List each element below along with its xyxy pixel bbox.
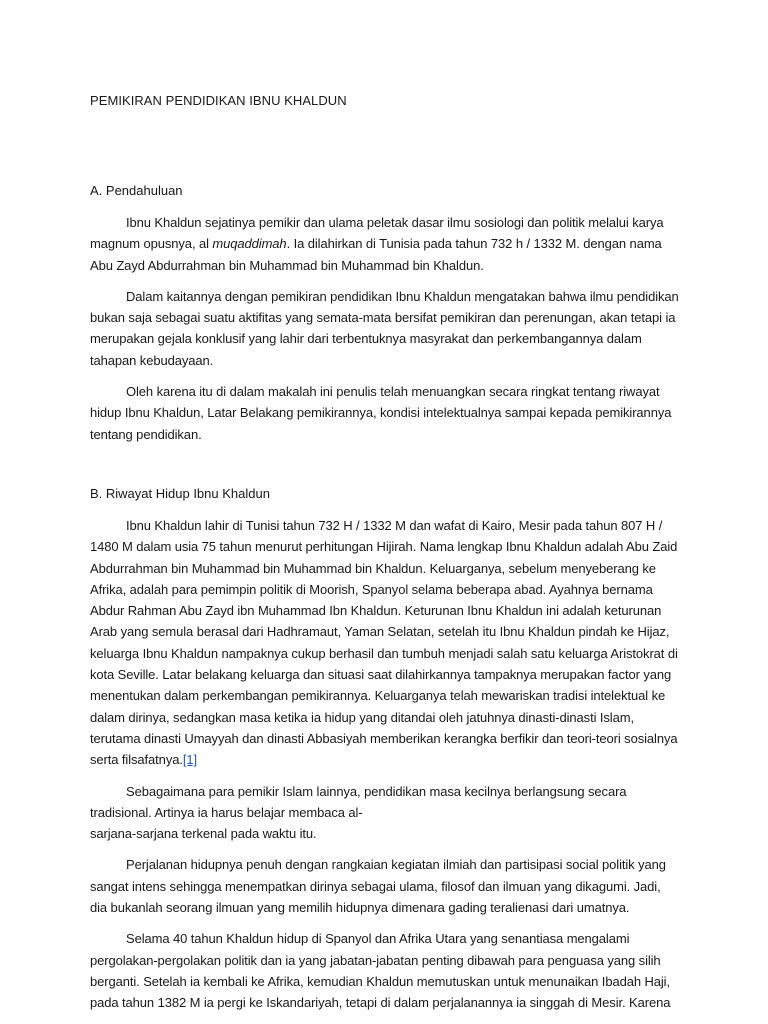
italic-term: muqaddimah [212,236,287,252]
paragraph: Perjalanan hidupnya penuh dengan rangkaian kegiatan ilmiah dan partisipasi social politik yang sangat intens sehingga menempatkan dirinya sebagai ulama, filosof dan ilmuan yang dikagumi. Jadi, dia bukanlah seorang ilmuan yang memilih hidupnya dimenara gading teralienasi dari umatnya. [90,857,666,916]
paragraph [90,212,680,276]
paragraph-text: . Ia dilahirkan di Tunisia pada tahun 732 h / 1332 M. dengan nama Abu Zayd Abdurrahman bin Muhammad bin Muhammad bin Khaldun. [90,236,662,273]
paragraph: Oleh karena itu di dalam makalah ini penulis telah menuangkan secara ringkat tentang riwayat hidup Ibnu Khaldun, Latar Belakang pemikirannya, kondisi intelektualnya sampai kepada pemikirannya tentang pendidikan. [90,384,672,442]
paragraph: Selama 40 tahun Khaldun hidup di Spanyol dan Afrika Utara yang senantiasa mengalami pergolakan-pergolakan politik dan ia yang jabatan-jabatan penting dibawah para penguasa yang silih berganti. Setelah ia kembali ke Afrika, kemudian Khaldun memutuskan untuk menunaikan Ibadah Haji, pada tahun 1382 M ia pergi ke Iskandariyah, tetapi di dalam perjalanannya ia singgah di Mesir. Karena [90,931,671,1011]
paragraph-text: Sebagaimana para pemikir Islam lainnya, pendidikan masa kecilnya berlangsung secara tradisional. Artinya ia harus belajar membaca al- [90,783,627,820]
footnote-link[interactable]: [1] [182,752,198,768]
paragraph-text-continued: sarjana-sarjana terkenal pada waktu itu. [90,826,317,842]
document-title: PEMIKIRAN PENDIDIKAN IBNU KHALDUN [90,93,347,108]
section-spacer [90,455,680,485]
paragraph-text: Ibnu Khaldun sejatinya pemikir dan ulama peletak dasar ilmu sosiologi dan politik melalui karya magnum opusnya, al [90,215,664,252]
paragraph [90,515,680,771]
paragraph [90,781,680,845]
paragraph: Dalam kaitannya dengan pemikiran pendidikan Ibnu Khaldun mengatakan bahwa ilmu pendidikan bukan saja sebagai suatu aktifitas yang semata-mata bersifat pemikiran dan perenungan, akan tetapi ia merupakan gejala konklusif yang lahir dari terbentuknya masyrakat dan perkembangannya dalam tahapan kebudayaan. [90,288,679,368]
section-heading-pendahuluan: A. Pendahuluan [90,183,183,198]
section-heading-riwayat-hidup: B. Riwayat Hidup Ibnu Khaldun [90,485,270,501]
paragraph-text: Ibnu Khaldun lahir di Tunisi tahun 732 H / 1332 M dan wafat di Kairo, Mesir pada tahun 807 H / 1480 M dalam usia 75 tahun menurut perhitungan Hijirah. Nama lengkap Ibnu Khaldun adalah Abu Zaid Abdurrahman bin Muhammad bin Muhammad bin Khaldun. Keluarganya, sebelum menyeberang ke Afrika, adalah para pemimpin politik di Moorish, Spanyol selama beberapa abad. Ayahnya bernama Abdur Rahman Abu Zayd ibn Muhammad Ibn Khaldun. Keturunan Ibnu Khaldun ini adalah keturunan Arab yang semula berasal dari Hadhramaut, Yaman Selatan, setelah itu Ibnu Khaldun pindah ke Hijaz, keluarga Ibnu Khaldun nampaknya cukup berhasil dan tumbuh menjadi salah satu keluarga Aristokrat di kota Seville. Latar belakang keluarga dan situasi saat dilahirkannya tampaknya merupakan factor yang menentukan dalam perkembangan pemikirannya. Keluarganya telah mewariskan tradisi intelektual ke dalam dirinya, sedangkan masa ketika ia hidup yang ditandai oleh jatuhnya dinasti-dinasti Islam, terutama dinasti Umayyah dan dinasti Abbasiyah memberikan kerangka berfikir dan teori-teori sosialnya serta filsafatnya. [90,517,678,768]
document-page [90,92,680,1024]
